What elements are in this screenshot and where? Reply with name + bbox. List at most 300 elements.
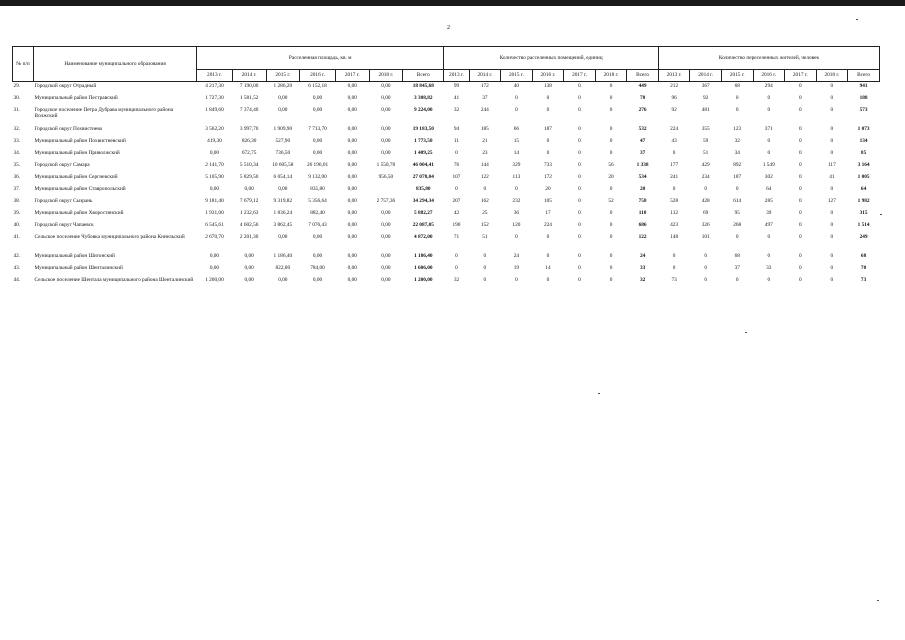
premises-cell: 0 <box>578 150 581 156</box>
municipality-name: Городской округ Сызрань <box>34 198 93 204</box>
table-row <box>13 161 880 173</box>
premises-cell: 66 <box>513 126 520 132</box>
premises-cell: 0 <box>578 174 581 180</box>
premises-cell: 0 <box>483 265 487 271</box>
table-row <box>13 276 880 295</box>
col-header-name: Наименование муниципального образования <box>34 47 197 82</box>
premises-cell: 37 <box>482 95 488 101</box>
residents-cell: 0 <box>830 150 834 156</box>
residents-cell: 0 <box>798 174 802 180</box>
area-cell: 4 602,56 <box>239 222 259 228</box>
premises-cell: 0 <box>546 234 550 240</box>
residents-cell: 0 <box>672 265 676 271</box>
resettlement-table <box>12 46 880 295</box>
premises-cell: 0 <box>609 83 613 89</box>
area-cell: 0,00 <box>381 222 391 228</box>
premises-total-cell: 758 <box>638 198 647 204</box>
residents-cell: 32 <box>734 138 740 144</box>
premises-cell: 0 <box>578 138 581 144</box>
residents-cell: 0 <box>735 234 739 240</box>
area-cell: 3 862,45 <box>273 222 293 228</box>
table-row <box>13 185 880 197</box>
residents-cell: 0 <box>798 126 802 132</box>
residents-cell: 614 <box>733 198 742 204</box>
premises-cell: 0 <box>578 277 581 283</box>
premises-cell: 0 <box>609 253 613 259</box>
area-cell: 0,00 <box>381 277 391 283</box>
premises-cell: 0 <box>609 138 613 144</box>
row-number: 41. <box>13 234 21 240</box>
residents-total-cell: 315 <box>859 210 868 216</box>
residents-cell: 96 <box>671 95 677 101</box>
area-cell: 0,00 <box>347 174 357 180</box>
area-cell: 6 152,18 <box>308 83 327 89</box>
area-cell: 2 201,30 <box>239 234 259 240</box>
premises-cell: 0 <box>609 126 613 132</box>
area-cell: 0,00 <box>381 83 391 89</box>
premises-total-cell: 118 <box>638 210 647 216</box>
premises-cell: 190 <box>452 222 461 228</box>
premises-cell: 23 <box>482 150 488 156</box>
area-cell: 1 836,24 <box>273 210 293 216</box>
residents-cell: 326 <box>701 222 710 228</box>
premises-cell: 0 <box>578 222 581 228</box>
area-cell: 0,00 <box>209 186 220 192</box>
area-cell: 0,00 <box>312 138 323 144</box>
area-cell: 0,00 <box>312 253 323 259</box>
table-row <box>13 149 880 161</box>
page-number: 2 <box>447 25 450 31</box>
col-header-num: № п/п <box>13 47 34 82</box>
residents-cell: 234 <box>701 174 710 180</box>
row-number: 44. <box>13 277 21 283</box>
premises-cell: 0 <box>515 95 518 101</box>
table-body <box>13 82 880 296</box>
residents-cell: 241 <box>670 174 679 180</box>
premises-cell: 17 <box>545 210 551 216</box>
area-total-cell: 5 882,27 <box>414 210 433 216</box>
residents-total-cell: 573 <box>859 107 868 113</box>
col-header-year: 2015 г. <box>266 70 300 82</box>
residents-cell: 0 <box>735 95 739 101</box>
col-header-year: 2014 г. <box>690 70 722 82</box>
premises-cell: 51 <box>482 234 488 240</box>
area-total-cell: 22 087,05 <box>412 222 434 228</box>
premises-cell: 0 <box>609 107 613 113</box>
premises-cell: 32 <box>453 107 460 113</box>
area-cell: 7 190,00 <box>239 83 259 89</box>
premises-total-cell: 122 <box>638 234 647 240</box>
premises-cell: 105 <box>543 198 552 204</box>
area-cell: 1 931,00 <box>205 210 224 216</box>
residents-cell: 0 <box>798 265 802 271</box>
area-total-cell: 34 294,34 <box>412 198 434 204</box>
residents-total-cell: 1 514 <box>857 222 870 228</box>
col-header-year: Всего <box>627 70 659 82</box>
residents-cell: 0 <box>735 107 739 113</box>
row-number: 40. <box>13 222 21 228</box>
municipality-name: Муниципальный район Приволжский <box>34 150 120 156</box>
residents-cell: 59 <box>703 138 709 144</box>
residents-cell: 355 <box>701 126 710 132</box>
residents-total-cell: 1 982 <box>857 198 870 204</box>
premises-cell: 11 <box>453 138 460 144</box>
col-header-year: 2018 г. <box>816 70 848 82</box>
area-total-cell: 1 773,50 <box>414 138 433 144</box>
residents-total-cell: 188 <box>859 95 868 101</box>
premises-cell: 0 <box>578 95 581 101</box>
area-cell: 9 132,00 <box>308 174 327 180</box>
residents-cell: 212 <box>670 83 679 89</box>
residents-cell: 0 <box>798 253 802 259</box>
premises-cell: 113 <box>512 174 521 180</box>
residents-cell: 0 <box>767 138 771 144</box>
residents-cell: 33 <box>766 265 772 271</box>
residents-cell: 34 <box>734 150 740 156</box>
area-cell: 9 319,82 <box>273 198 293 204</box>
premises-cell: 94 <box>453 126 460 132</box>
premises-cell: 224 <box>543 222 552 228</box>
area-cell: 3 562,20 <box>205 126 224 132</box>
table-row <box>13 137 880 149</box>
area-cell: 1 286,20 <box>273 83 293 89</box>
premises-cell: 99 <box>453 83 460 89</box>
col-header-year: 2016 г. <box>300 70 336 82</box>
premises-cell: 19 <box>513 265 520 271</box>
premises-cell: 185 <box>480 126 489 132</box>
residents-total-cell: 1 073 <box>857 126 870 132</box>
premises-cell: 207 <box>452 198 461 204</box>
premises-cell: 71 <box>453 234 460 240</box>
premises-cell: 0 <box>609 265 613 271</box>
premises-cell: 0 <box>515 107 518 113</box>
premises-cell: 52 <box>608 198 614 204</box>
area-cell: 0,00 <box>381 210 391 216</box>
municipality-name: Муниципальный район Похвистневский <box>34 138 126 144</box>
area-cell: 0,00 <box>381 138 391 144</box>
residents-cell: 39 <box>766 210 772 216</box>
residents-cell: 0 <box>798 210 802 216</box>
premises-cell: 152 <box>480 222 489 228</box>
col-header-year: Всего <box>403 70 444 82</box>
area-cell: 736,50 <box>275 150 291 156</box>
premises-cell: 0 <box>578 210 581 216</box>
residents-cell: 0 <box>767 234 771 240</box>
residents-cell: 69 <box>703 210 709 216</box>
area-cell: 1 849,60 <box>205 107 224 113</box>
premises-cell: 36 <box>513 210 520 216</box>
table-header <box>13 47 880 82</box>
residents-total-cell: 249 <box>859 234 868 240</box>
residents-cell: 0 <box>830 186 834 192</box>
scan-speck <box>877 600 879 601</box>
premises-cell: 0 <box>609 210 613 216</box>
premises-cell: 0 <box>578 198 581 204</box>
area-total-cell: 27 078,04 <box>412 174 434 180</box>
premises-cell: 40 <box>513 83 520 89</box>
municipality-name: Городское поселение Петра Дубрава муниципального района Волжский <box>34 107 174 120</box>
premises-cell: 120 <box>512 222 521 228</box>
area-cell: 0,00 <box>312 277 323 283</box>
municipality-name: Муниципальный район Шигонский <box>34 253 115 259</box>
premises-total-cell: 449 <box>638 83 647 89</box>
scan-speck <box>745 332 747 333</box>
premises-cell: 32 <box>453 277 460 283</box>
col-header-year: Всего <box>848 70 880 82</box>
premises-cell: 0 <box>455 150 458 156</box>
residents-cell: 0 <box>704 253 707 259</box>
row-number: 43. <box>13 265 21 271</box>
table-row <box>13 221 880 233</box>
residents-total-cell: 68 <box>860 253 867 259</box>
premises-cell: 24 <box>513 253 520 259</box>
area-cell: 1 581,52 <box>239 95 259 101</box>
premises-cell: 0 <box>578 234 581 240</box>
residents-cell: 0 <box>704 277 707 283</box>
row-number: 29. <box>13 83 21 89</box>
residents-total-cell: 941 <box>859 83 868 89</box>
residents-cell: 285 <box>764 198 773 204</box>
premises-cell: 25 <box>482 210 488 216</box>
premises-total-cell: 37 <box>639 150 646 156</box>
area-cell: 1 200,00 <box>205 277 224 283</box>
premises-cell: 244 <box>480 107 489 113</box>
residents-cell: 68 <box>734 83 740 89</box>
area-cell: 1 909,90 <box>273 126 293 132</box>
premises-cell: 56 <box>608 162 614 168</box>
area-cell: 0,00 <box>347 222 357 228</box>
premises-cell: 15 <box>513 138 520 144</box>
area-cell: 4 217,30 <box>205 83 224 89</box>
premises-cell: 187 <box>543 126 552 132</box>
row-number: 38. <box>13 198 21 204</box>
area-cell: 2 670,70 <box>205 234 224 240</box>
residents-cell: 73 <box>671 277 677 283</box>
area-total-cell: 1 409,25 <box>414 150 433 156</box>
table-row <box>13 233 880 252</box>
area-cell: 0,00 <box>381 234 391 240</box>
premises-total-cell: 532 <box>638 126 647 132</box>
area-cell: 0,00 <box>244 265 254 271</box>
residents-cell: 0 <box>767 253 771 259</box>
col-header-year: 2016 г. <box>753 70 785 82</box>
area-cell: 784,00 <box>310 265 325 271</box>
residents-cell: 268 <box>733 222 742 228</box>
residents-cell: 95 <box>734 210 740 216</box>
residents-cell: 0 <box>767 107 771 113</box>
row-number: 36. <box>13 174 21 180</box>
area-cell: 0,00 <box>209 265 220 271</box>
premises-cell: 329 <box>512 162 521 168</box>
area-cell: 5 829,50 <box>239 174 259 180</box>
premises-cell: 0 <box>609 234 613 240</box>
area-cell: 835,80 <box>310 186 325 192</box>
area-cell: 0,00 <box>278 107 288 113</box>
premises-cell: 0 <box>483 277 487 283</box>
residents-cell: 177 <box>670 162 679 168</box>
residents-cell: 224 <box>670 126 679 132</box>
premises-total-cell: 33 <box>639 265 646 271</box>
area-cell: 0,00 <box>381 265 391 271</box>
municipality-name: Муниципальный район Пестравский <box>34 95 118 101</box>
row-number: 33. <box>13 138 21 144</box>
premises-total-cell: 24 <box>639 253 646 259</box>
area-cell: 1 727,30 <box>205 95 224 101</box>
premises-cell: 0 <box>546 150 550 156</box>
municipality-name: Муниципальный район Хворостянский <box>34 210 124 216</box>
premises-cell: 20 <box>608 174 614 180</box>
premises-cell: 172 <box>480 83 489 89</box>
col-header-year: 2014 г. <box>232 70 266 82</box>
row-number: 37. <box>13 186 21 192</box>
premises-cell: 0 <box>455 253 458 259</box>
premises-cell: 0 <box>483 253 487 259</box>
municipality-name: Городской округ Самара <box>34 162 90 168</box>
residents-cell: 0 <box>672 150 676 156</box>
area-cell: 0,00 <box>381 126 391 132</box>
row-number: 30. <box>13 95 21 101</box>
table-row <box>13 264 880 276</box>
area-cell: 5 510,34 <box>239 162 259 168</box>
premises-cell: 14 <box>513 150 520 156</box>
area-cell: 26 196,01 <box>306 162 329 168</box>
col-header-year: 2017 г. <box>785 70 817 82</box>
premises-cell: 0 <box>578 83 581 89</box>
premises-cell: 0 <box>578 126 581 132</box>
area-cell: 527,90 <box>275 138 291 144</box>
area-cell: 0,00 <box>381 253 391 259</box>
area-cell: 1 550,78 <box>376 162 396 168</box>
municipality-name: Городской округ Отрадный <box>34 83 97 89</box>
premises-cell: 0 <box>546 138 550 144</box>
residents-cell: 0 <box>830 253 834 259</box>
residents-cell: 68 <box>734 253 740 259</box>
col-header-year: 2018 г. <box>369 70 403 82</box>
premises-cell: 0 <box>609 150 613 156</box>
area-cell: 1 232,63 <box>239 210 259 216</box>
residents-total-cell: 134 <box>859 138 868 144</box>
row-number: 39. <box>13 210 21 216</box>
area-cell: 0,00 <box>278 186 288 192</box>
residents-cell: 0 <box>830 138 834 144</box>
premises-cell: 14 <box>545 265 551 271</box>
residents-cell: 0 <box>798 150 802 156</box>
residents-cell: 64 <box>766 186 772 192</box>
area-cell: 0,00 <box>278 95 288 101</box>
municipality-name: Муниципальный район Шенталинский <box>34 265 123 271</box>
area-cell: 0,00 <box>347 210 357 216</box>
scan-top-edge <box>0 0 905 6</box>
premises-cell: 0 <box>609 277 613 283</box>
premises-cell: 0 <box>546 95 550 101</box>
area-cell: 0,00 <box>347 150 357 156</box>
area-cell: 822,00 <box>275 265 291 271</box>
row-number: 34. <box>13 150 21 156</box>
residents-cell: 0 <box>735 277 739 283</box>
table-row <box>13 252 880 264</box>
area-cell: 0,00 <box>278 234 288 240</box>
area-cell: 0,00 <box>347 234 357 240</box>
premises-cell: 122 <box>480 174 489 180</box>
area-cell: 7 374,40 <box>239 107 259 113</box>
residents-cell: 302 <box>764 174 773 180</box>
area-total-cell: 46 004,41 <box>412 162 434 168</box>
area-cell: 5 105,90 <box>205 174 224 180</box>
municipality-name: Городской округ Чапаевск <box>34 222 94 228</box>
area-cell: 5 356,64 <box>308 198 327 204</box>
residents-cell: 0 <box>798 107 802 113</box>
residents-total-cell: 1 005 <box>857 174 870 180</box>
premises-cell: 0 <box>483 186 487 192</box>
premises-total-cell: 20 <box>639 186 646 192</box>
area-cell: 672,75 <box>241 150 257 156</box>
residents-cell: 0 <box>672 186 676 192</box>
premises-cell: 0 <box>578 265 581 271</box>
residents-cell: 187 <box>733 174 742 180</box>
premises-cell: 41 <box>453 95 460 101</box>
area-total-cell: 3 308,82 <box>414 95 433 101</box>
col-header-year: 2014 г. <box>469 70 501 82</box>
residents-cell: 0 <box>735 186 739 192</box>
area-cell: 7 713,70 <box>308 126 327 132</box>
col-header-year: 2015 г. <box>721 70 753 82</box>
residents-cell: 123 <box>733 126 742 132</box>
residents-cell: 0 <box>704 265 707 271</box>
premises-cell: 733 <box>543 162 552 168</box>
area-total-cell: 18 845,68 <box>412 83 434 89</box>
premises-cell: 0 <box>515 277 518 283</box>
area-cell: 0,00 <box>244 253 254 259</box>
premises-cell: 162 <box>480 198 489 204</box>
residents-cell: 0 <box>798 162 802 168</box>
area-total-cell: 1 200,00 <box>414 277 433 283</box>
col-group-residents: Количество переселенных жителей, человек <box>658 47 879 70</box>
residents-cell: 0 <box>830 222 834 228</box>
residents-cell: 0 <box>798 186 802 192</box>
residents-cell: 101 <box>701 234 710 240</box>
premises-cell: 138 <box>543 83 552 89</box>
area-cell: 882,40 <box>310 210 325 216</box>
row-number: 35. <box>13 162 21 168</box>
area-total-cell: 4 872,00 <box>414 234 433 240</box>
municipality-name: Сельское поселение Шентала муниципального района Шенталинский <box>34 277 194 283</box>
residents-cell: 51 <box>703 150 709 156</box>
residents-cell: 0 <box>798 95 802 101</box>
area-cell: 0,00 <box>312 234 323 240</box>
area-cell: 956,50 <box>378 174 394 180</box>
area-cell: 0,00 <box>347 186 357 192</box>
table-row <box>13 209 880 221</box>
residents-cell: 0 <box>830 234 834 240</box>
residents-cell: 0 <box>672 253 676 259</box>
area-total-cell: 9 224,00 <box>414 107 433 113</box>
area-cell: 0,00 <box>278 277 288 283</box>
area-cell: 0,00 <box>209 150 220 156</box>
scan-speck <box>598 393 600 394</box>
premises-cell: 0 <box>546 253 550 259</box>
table-row <box>13 125 880 137</box>
residents-cell: 528 <box>670 198 679 204</box>
col-header-year: 2016 г. <box>532 70 564 82</box>
premises-total-cell: 686 <box>638 222 647 228</box>
premises-cell: 0 <box>546 277 550 283</box>
residents-cell: 43 <box>671 138 677 144</box>
area-cell: 0,00 <box>347 162 357 168</box>
area-cell: 0,00 <box>347 126 357 132</box>
residents-cell: 0 <box>704 186 707 192</box>
residents-cell: 0 <box>767 150 771 156</box>
area-cell: 0,00 <box>347 277 357 283</box>
